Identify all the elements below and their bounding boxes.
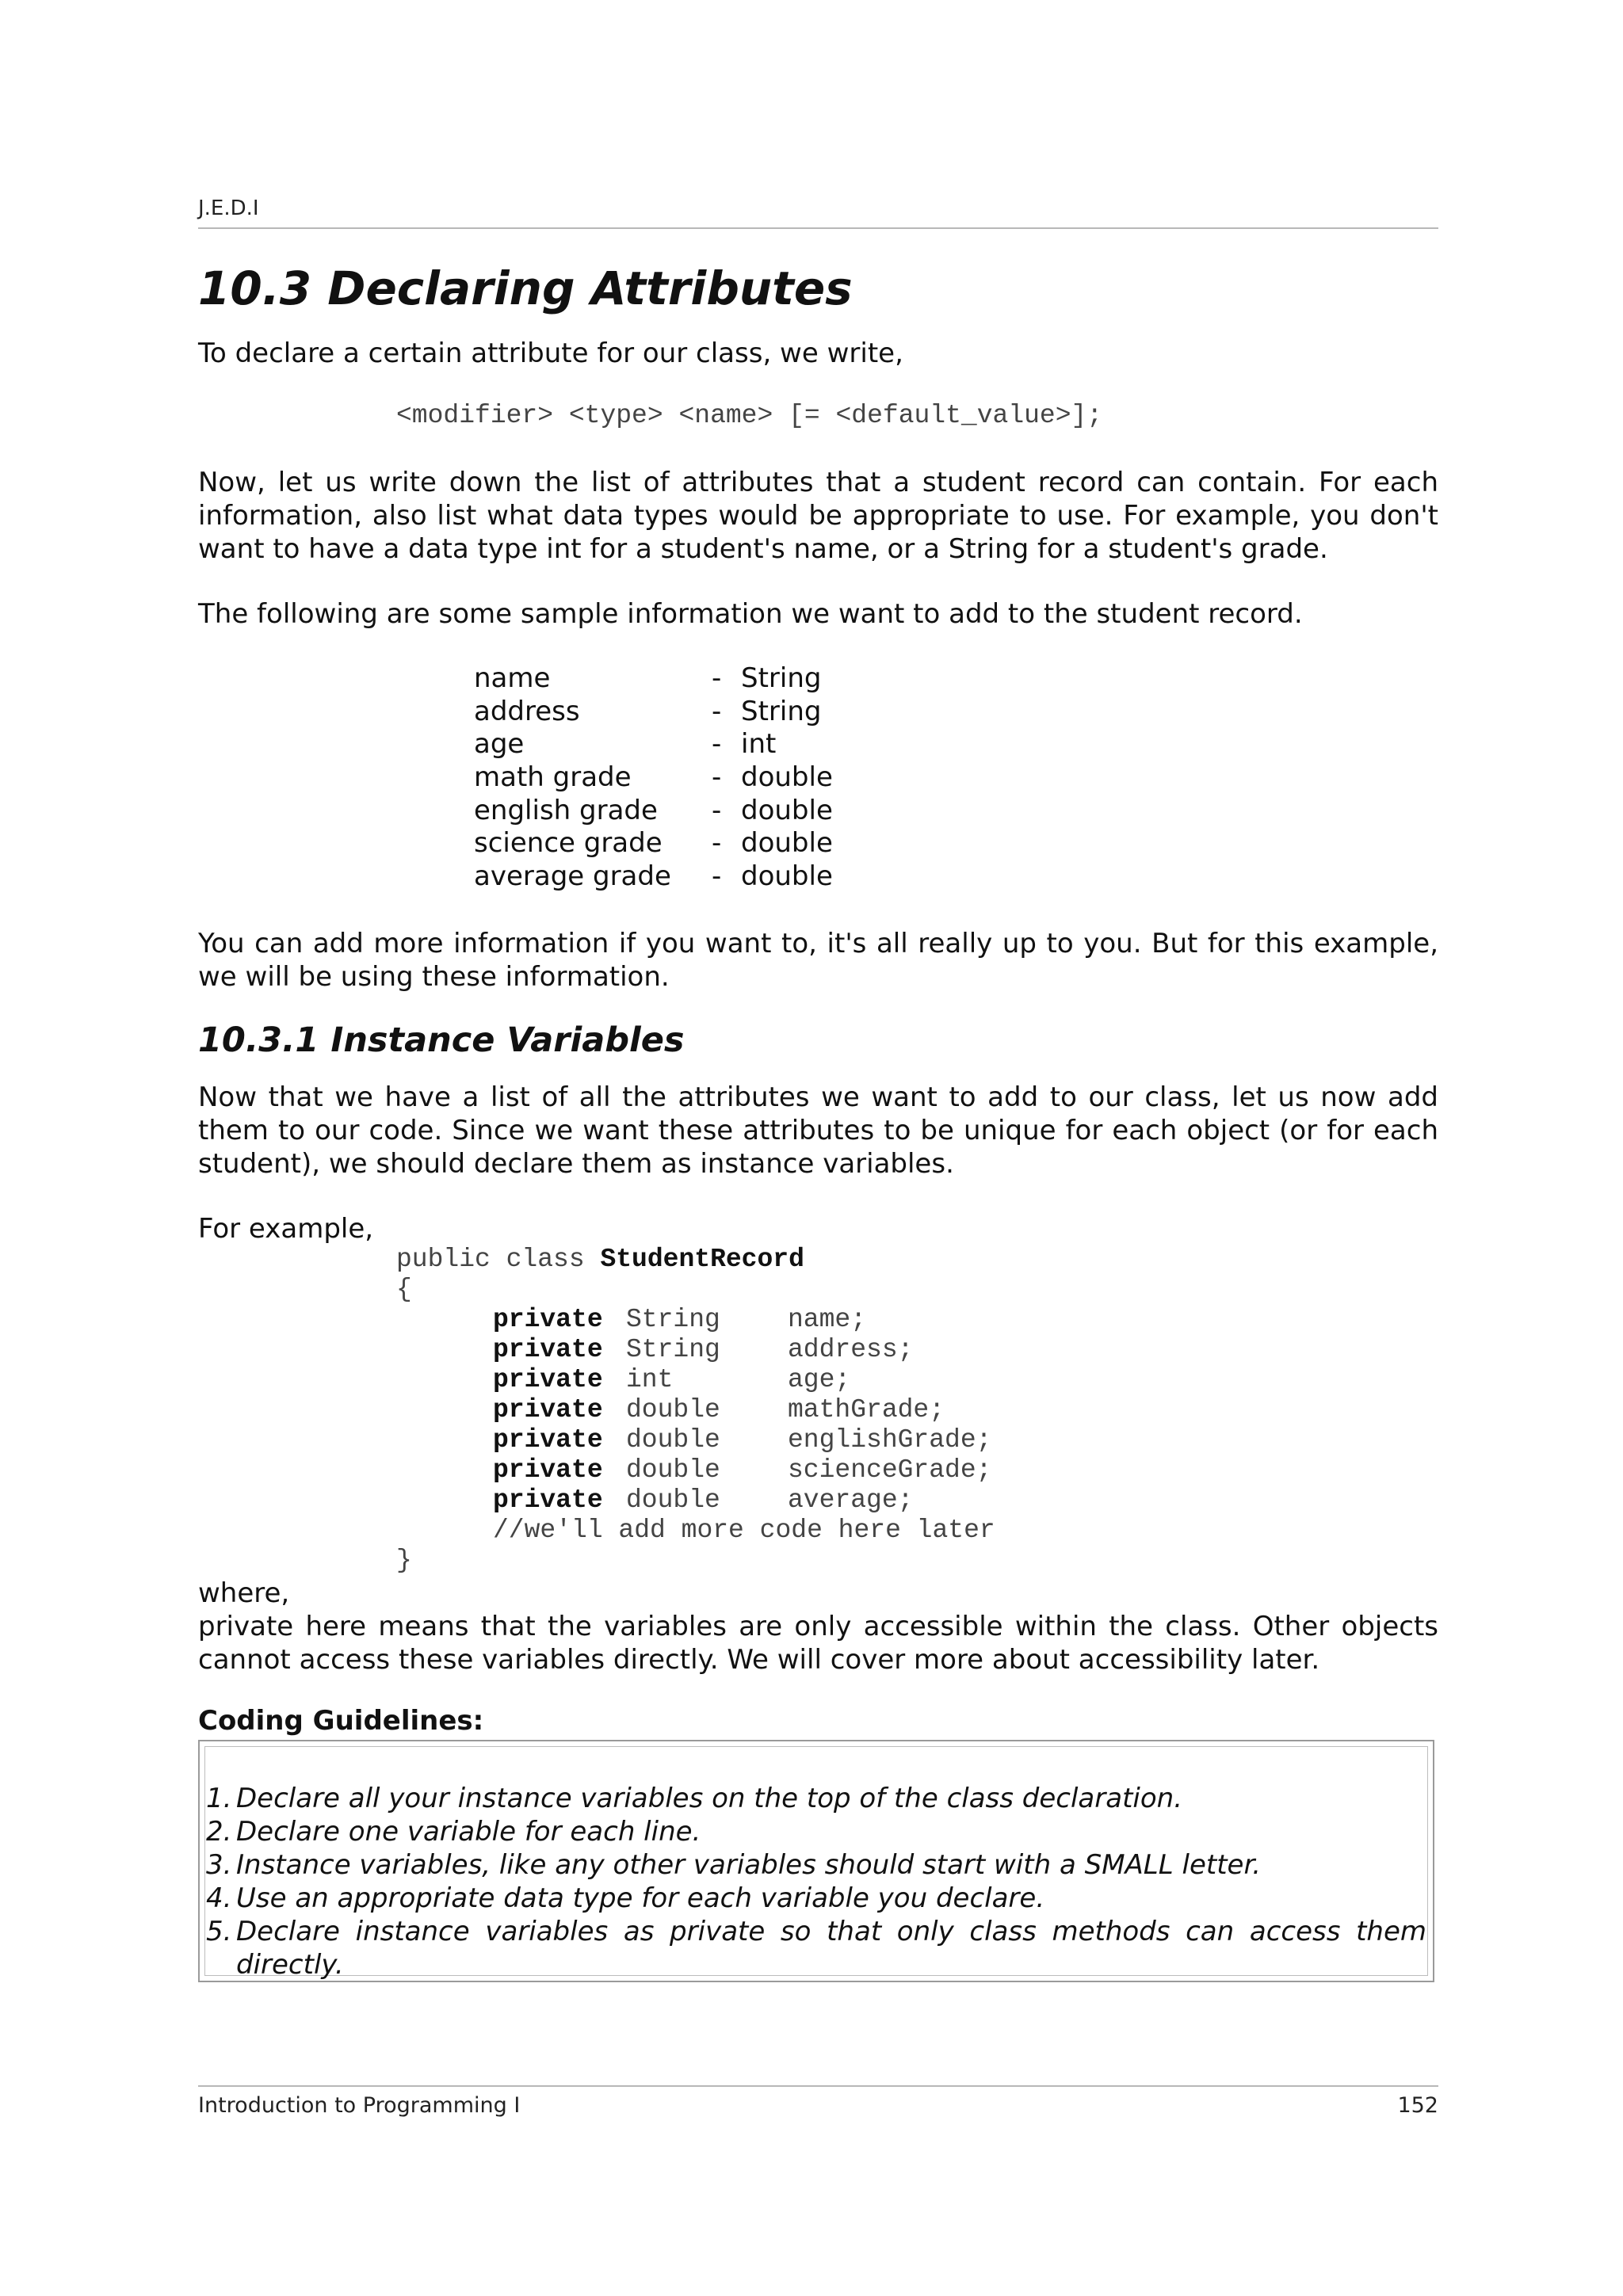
attribute-list [474,662,833,894]
code-class-prefix: public class [396,1245,601,1274]
code-field-type: int [626,1365,674,1394]
code-field-modifier: private [493,1365,603,1394]
guideline-text: Declare one variable for each line. [236,1816,701,1848]
page-number: 152 [1397,2093,1438,2118]
attribute-name: science grade [474,827,663,860]
coding-guidelines-list [206,1782,1426,1981]
subsection-paragraph-2: private here means that the variables are only accessible within the class. Other objects cannot access these variables directly. We will cover more about accessibility later. [198,1611,1438,1676]
guideline-number: 3. [206,1849,232,1881]
attribute-dash: - [712,794,722,826]
attribute-type: double [741,761,833,794]
code-field-type: String [626,1335,720,1364]
subsection-paragraph-1: Now that we have a list of all the attributes we want to add to our class, let us now add them to our code. Since we want these attributes to be unique for each object (or for each student), we should declare them as instance variables. [198,1081,1438,1180]
attribute-row [474,728,833,761]
code-field-modifier: private [493,1455,603,1485]
attribute-row [474,662,833,696]
guideline-item [206,1882,1426,1915]
attribute-row [474,827,833,860]
code-field-modifier: private [493,1305,603,1334]
attribute-name: name [474,662,551,694]
coding-guidelines-title: Coding Guidelines: [198,1705,484,1737]
code-field-name: mathGrade; [788,1395,945,1425]
guideline-item [206,1848,1426,1882]
section-paragraph-1: Now, let us write down the list of attributes that a student record can contain. For each information, also list what data types would be appropriate to use. For example, you don't want to have a data type int for a student's name, or a String for a student's grade. [198,467,1438,565]
code-field-type: double [626,1425,720,1455]
attribute-name: address [474,695,580,727]
attribute-name: age [474,728,525,761]
code-field [396,1395,995,1425]
attribute-row [474,761,833,795]
footer-rule [198,2085,1438,2087]
guideline-number: 5. [206,1916,232,1947]
attribute-dash: - [712,827,722,860]
code-field [396,1425,995,1455]
code-field-modifier: private [493,1425,603,1455]
code-field-name: age; [788,1365,851,1394]
section-paragraph-2: The following are some sample information we want to add to the student record. [198,598,1303,630]
header-rule [198,227,1438,229]
section-title: 10.3 Declaring Attributes [198,261,853,315]
guideline-number: 1. [206,1783,232,1814]
attribute-dash: - [712,662,722,694]
code-field-modifier: private [493,1335,603,1364]
guideline-text: Declare instance variables as private so that only class methods can access them directly. [236,1916,1426,1981]
code-field-name: englishGrade; [788,1425,992,1455]
code-field-type: double [626,1395,720,1425]
attribute-type: double [741,827,833,860]
code-field-name: address; [788,1335,914,1364]
code-field [396,1335,995,1365]
attribute-syntax: <modifier> <type> <name> [= <default_value>]; [396,401,1103,430]
code-field-name: average; [788,1486,914,1515]
attribute-dash: - [712,761,722,794]
footer-title: Introduction to Programming I [198,2093,521,2118]
code-field-type: double [626,1455,720,1485]
attribute-name: english grade [474,794,658,826]
code-field-name: scienceGrade; [788,1455,992,1485]
guideline-text: Use an appropriate data type for each variable you declare. [236,1882,1045,1914]
guideline-item [206,1782,1426,1815]
code-block [396,1245,995,1576]
code-field [396,1305,995,1335]
code-field-type: String [626,1305,720,1334]
attribute-row [474,696,833,729]
code-field-modifier: private [493,1486,603,1515]
running-header: J.E.D.I [198,196,259,220]
code-field-name: name; [788,1305,867,1334]
for-example-label: For example, [198,1213,374,1245]
guideline-item [206,1815,1426,1848]
guideline-number: 2. [206,1816,232,1848]
code-field [396,1455,995,1486]
guideline-item [206,1915,1426,1981]
attribute-dash: - [712,728,722,761]
attribute-row [474,795,833,828]
code-class-name: StudentRecord [600,1245,804,1274]
where-label: where, [198,1577,290,1609]
code-comment: //we'll add more code here later [493,1516,995,1545]
attribute-dash: - [712,860,722,893]
code-open-brace: { [396,1275,412,1304]
attribute-type: String [741,662,822,694]
section-intro: To declare a certain attribute for our class, we write, [198,338,903,369]
attribute-type: String [741,695,822,727]
attribute-type: int [741,728,777,761]
code-field [396,1486,995,1516]
code-comment-row [396,1516,995,1546]
attribute-type: double [741,794,833,826]
guideline-text: Instance variables, like any other variables should start with a SMALL letter. [236,1849,1262,1881]
code-close-brace: } [396,1546,412,1575]
code-field-modifier: private [493,1395,603,1425]
attribute-row [474,860,833,894]
attribute-name: math grade [474,761,632,794]
guideline-text: Declare all your instance variables on the top of the class declaration. [236,1783,1183,1814]
code-field [396,1365,995,1395]
guideline-number: 4. [206,1882,232,1914]
attribute-dash: - [712,695,722,727]
code-field-type: double [626,1486,720,1515]
subsection-title: 10.3.1 Instance Variables [198,1020,685,1060]
section-paragraph-3: You can add more information if you want to, it's all really up to you. But for this example, we will be using these information. [198,928,1438,993]
attribute-type: double [741,860,833,893]
code-class-declaration [396,1245,995,1275]
attribute-name: average grade [474,860,671,893]
